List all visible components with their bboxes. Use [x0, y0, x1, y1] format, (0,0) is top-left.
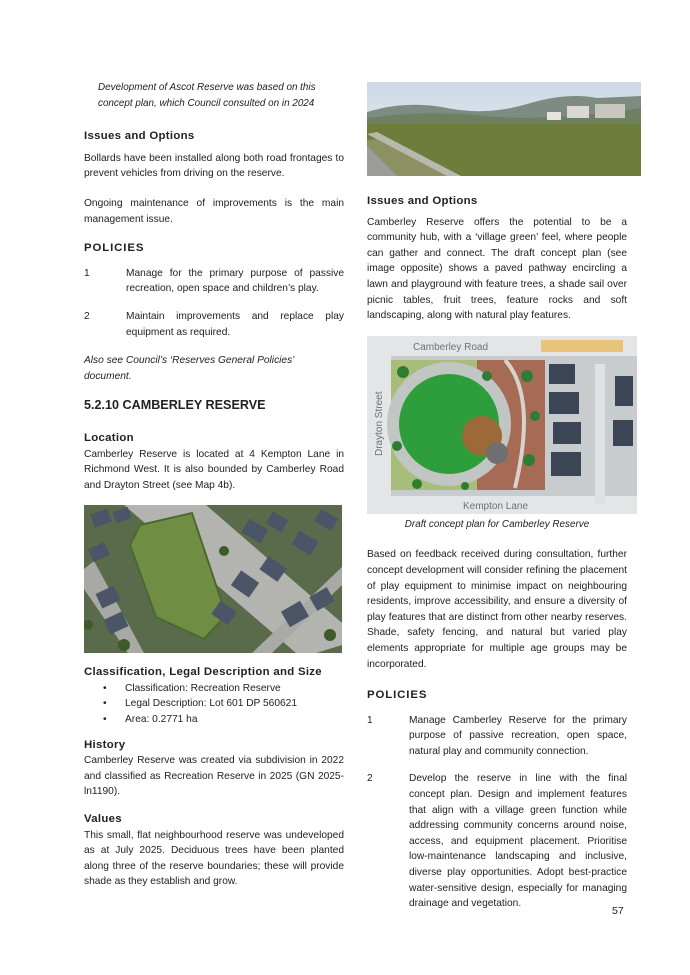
policy-item: [84, 309, 344, 340]
concept-plan-graphic: [367, 336, 637, 514]
values-heading: Values: [84, 813, 122, 826]
location-heading: Location: [84, 431, 134, 444]
plan-road-left: Drayton Street: [374, 391, 385, 456]
issues-heading-left: Issues and Options: [84, 130, 195, 143]
policy-text: Maintain improvements and replace play equipment as required.: [126, 310, 344, 338]
feedback-text: Based on feedback received during consultation, further concept development will consider refining the placement of play equipment to minimise impact on neighbouring residents, improve accessibility, and ensure a diversity of play features that are distinct from other nearby reserves. Shade, safety fencing, and natural but varied play elements appropriate for multiple age groups may be incorporated.: [367, 549, 627, 670]
history-heading: History: [84, 738, 126, 751]
page-number: 57: [612, 905, 624, 917]
section-title: 5.2.10 CAMBERLEY RESERVE: [84, 398, 266, 413]
policy-text: Manage for the primary purpose of passive recreation, open space and children’s play.: [126, 267, 344, 295]
right-column: [367, 82, 627, 912]
left-column: [84, 80, 344, 890]
plan-road-top: Camberley Road: [413, 341, 489, 353]
reserve-photo: [367, 82, 641, 176]
values-text: This small, flat neighbourhood reserve was undeveloped as at July 2025. Deciduous trees have been planted along three of the reserve boundaries; these will provide shade as they establish and grow.: [84, 829, 344, 888]
history-text: Camberley Reserve was created via subdivision in 2022 and classified as Recreation Reserve in 2025 (GN 2025-ln1190).: [84, 755, 344, 798]
classification-list: [84, 681, 344, 728]
classification-heading: Classification, Legal Description and Size: [84, 666, 322, 679]
policy-text: Manage Camberley Reserve for the primary purpose of passive recreation, open space, natural play and community connection.: [409, 714, 627, 757]
also-see-note: Also see Council’s ‘Reserves General Policies’ document.: [84, 355, 294, 382]
policies-heading-right: POLICIES: [367, 689, 428, 702]
plan-road-bottom: Kempton Lane: [463, 500, 529, 512]
policies-heading-left: POLICIES: [84, 242, 145, 255]
list-item: • Legal Description: Lot 601 DP 560621: [84, 696, 344, 712]
policy-item: [367, 713, 627, 760]
concept-plan: [367, 336, 637, 514]
issues-heading-right: Issues and Options: [367, 195, 478, 207]
policy-item: [367, 771, 627, 911]
list-item: • Classification: Recreation Reserve: [84, 681, 344, 697]
policy-number: 1: [84, 267, 90, 279]
issues-paragraph-1: Bollards have been installed along both road frontages to prevent vehicles from driving on the reserve.: [84, 152, 344, 180]
issues-paragraph-2: Ongoing maintenance of improvements is the main management issue.: [84, 197, 344, 225]
policy-text: Develop the reserve in line with the final concept plan. Design and implement features that align with a village green function while addressing community concerns around noise, access, and equipment placement. Prioritise low-maintenance landscaping and inclusive, diverse play opportunities. Adopt best-practice water-sensitive design, especially for managing drainage and vegetation.: [409, 773, 627, 910]
aerial-photo: [84, 505, 342, 653]
ascot-caption: Development of Ascot Reserve was based on this concept plan, which Council consulted on in 2024: [98, 82, 316, 109]
list-item: • Area: 0.2771 ha: [84, 712, 344, 728]
reserve-photo-graphic: [367, 82, 641, 176]
location-text: Camberley Reserve is located at 4 Kempton Lane in Richmond West. It is also bounded by Camberley Road and Drayton Street (see Map 4b).: [84, 448, 344, 491]
issues-text-right: Camberley Reserve offers the potential to be a community hub, with a ‘village green’ feel, where people can gather and connect. The draft concept plan (see image opposite) shows a paved pathway encircling a lawn and playground with feature trees, a shade sail over picnic tables, fruit trees, feature rocks and soft landscaping, along with natural play features.: [367, 216, 627, 322]
aerial-photo-graphic: [84, 505, 342, 653]
plan-caption: Draft concept plan for Camberley Reserve: [404, 518, 590, 530]
policy-number: 2: [84, 310, 90, 322]
policy-item: [84, 266, 344, 297]
policy-number: 1: [367, 714, 373, 726]
policy-number: 2: [367, 773, 373, 785]
